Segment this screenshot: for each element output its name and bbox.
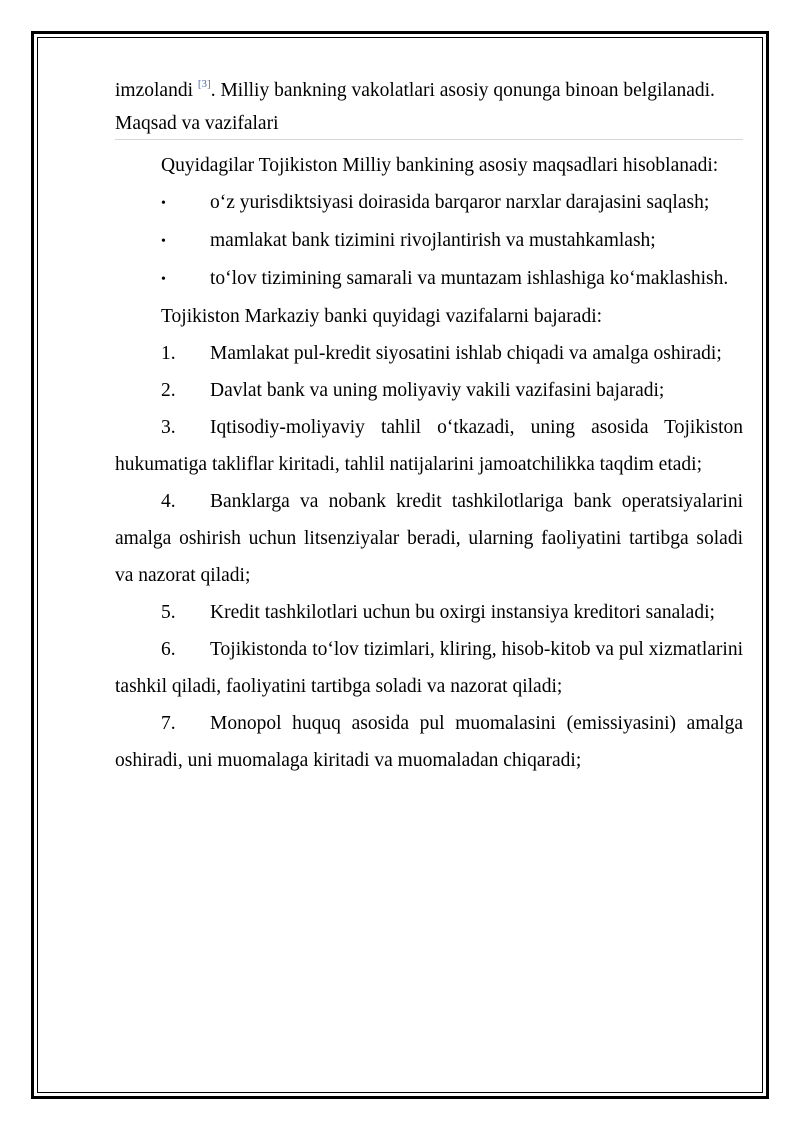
list-item-text: mamlakat bank tizimini rivojlantirish va mustahkamlash;	[210, 230, 656, 251]
item-text: Kredit tashkilotlari uchun bu oxirgi instansiya kreditori sanaladi;	[210, 602, 715, 623]
item-text: Monopol huquq asosida pul muomalasini (emissiyasini) amalga oshiradi, uni muomalaga kiritadi va muomaladan chiqaradi;	[115, 713, 743, 771]
intro-text-start: imzolandi	[115, 80, 193, 101]
bullet-icon: •	[161, 196, 166, 211]
reference-link[interactable]: [3]	[197, 78, 211, 90]
section-heading: Maqsad va vazifalari	[115, 109, 743, 140]
numbered-item	[115, 631, 743, 705]
item-number: 2.	[161, 380, 176, 401]
item-text: Mamlakat pul-kredit siyosatini ishlab chiqadi va amalga oshiradi;	[210, 343, 722, 364]
list-item-text: o‘z yurisdiktsiyasi doirasida barqaror narxlar darajasini saqlash;	[210, 192, 710, 213]
numbered-item	[115, 335, 743, 372]
tasks-intro: Tojikiston Markaziy banki quyidagi vazifalarni bajaradi:	[161, 306, 603, 327]
item-text: Tojikistonda to‘lov tizimlari, kliring, hisob-kitob va pul xizmatlarini tashkil qiladi, faoliyatini tartibga soladi va nazorat qiladi;	[115, 639, 743, 697]
item-number: 1.	[161, 343, 176, 364]
goals-intro: Quyidagilar Tojikiston Milliy bankining asosiy maqsadlari hisoblanadi:	[161, 155, 719, 176]
bullet-icon: •	[161, 272, 166, 287]
item-text: Davlat bank va uning moliyaviy vakili vazifasini bajaradi;	[210, 380, 665, 401]
bullet-icon: •	[161, 234, 166, 249]
numbered-item	[115, 409, 743, 483]
item-text: Iqtisodiy-moliyaviy tahlil o‘tkazadi, uning asosida Tojikiston hukumatiga takliflar kiritadi, tahlil natijalarini jamoatchilikka taqdim etadi;	[115, 417, 743, 475]
document-body	[115, 72, 743, 779]
item-number: 5.	[161, 602, 176, 623]
intro-paragraph	[115, 72, 743, 109]
numbered-item	[115, 594, 743, 631]
list-item	[115, 222, 743, 260]
intro-text-end: . Milliy bankning vakolatlari asosiy qonunga binoan belgilanadi.	[210, 80, 715, 101]
numbered-item	[115, 372, 743, 409]
item-number: 6.	[161, 639, 176, 660]
list-item	[115, 184, 743, 222]
numbered-item	[115, 705, 743, 779]
item-number: 3.	[161, 417, 176, 438]
item-number: 4.	[161, 491, 176, 512]
list-item	[115, 260, 743, 298]
numbered-item	[115, 483, 743, 594]
list-item-text: to‘lov tizimining samarali va muntazam ishlashiga ko‘maklashish.	[210, 268, 729, 289]
item-number: 7.	[161, 713, 176, 734]
item-text: Banklarga va nobank kredit tashkilotlariga bank operatsiyalarini amalga oshirish uchun litsenziyalar beradi, ularning faoliyatini tartibga soladi va nazorat qiladi;	[115, 491, 743, 586]
